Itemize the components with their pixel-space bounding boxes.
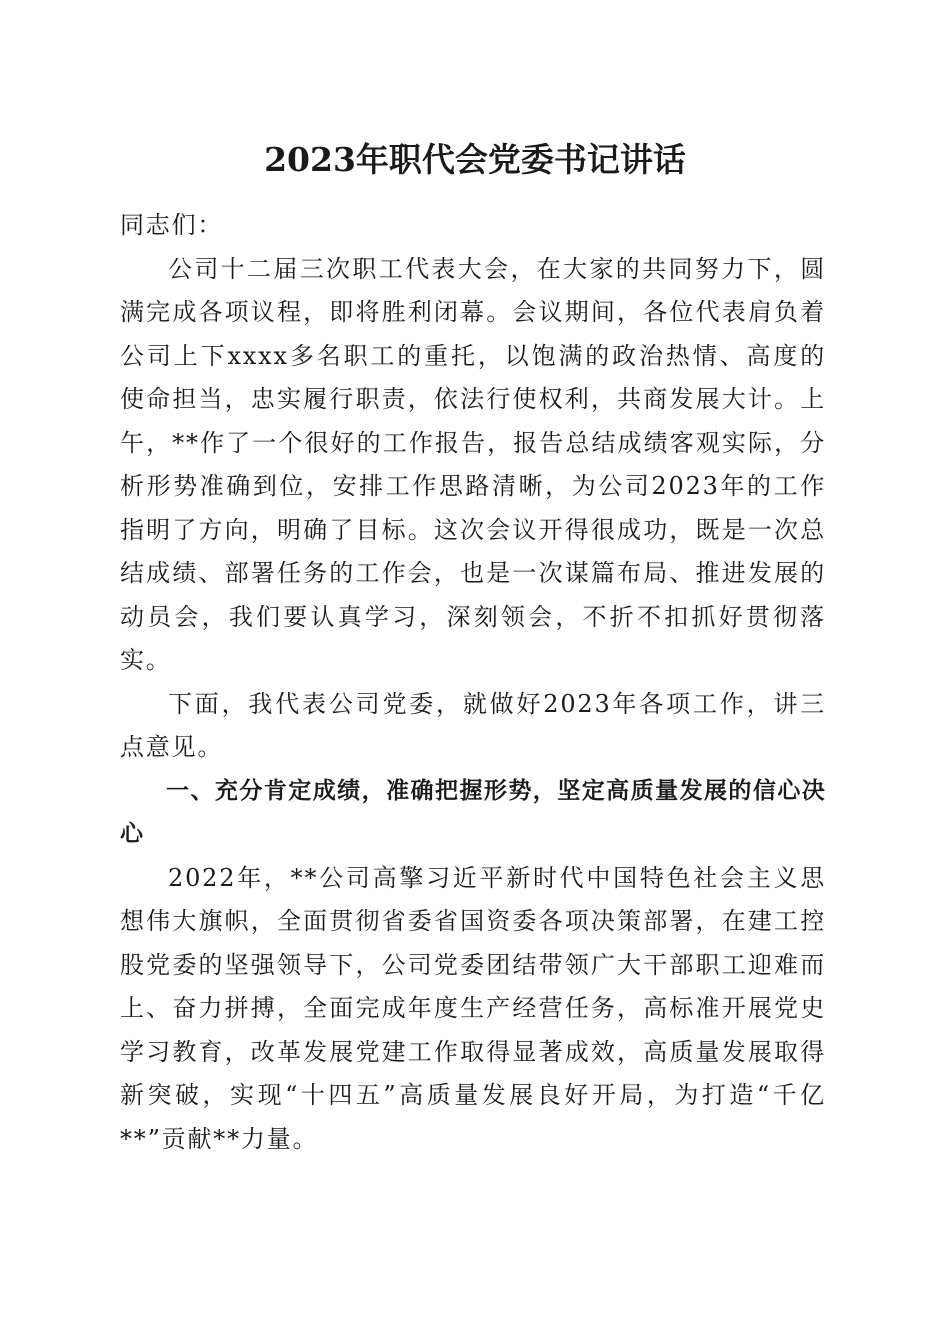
section-heading-1: 一、充分肯定成绩，准确把握形势，坚定高质量发展的信心决心 — [120, 777, 826, 847]
salutation: 同志们： — [120, 211, 224, 239]
paragraph-intro: 下面，我代表公司党委，就做好2023年各项工作，讲三点意见。 — [120, 689, 826, 761]
document-body — [120, 204, 826, 1161]
paragraph-section-1: 2022年，**公司高擎习近平新时代中国特色社会主义思想伟大旗帜，全面贯彻省委省国资委各项决策部署，在建工控股党委的坚强领导下，公司党委团结带领广大干部职工迎难而上、奋力拼搏，全面完成年度生产经营任务，高标准开展党史学习教育，改革发展党建工作取得显著成效，高质量发展取得新突破，实现“十四五”高质量发展良好开局，为打造“千亿**”贡献**力量。 — [120, 863, 826, 1153]
paragraph-opening: 公司十二届三次职工代表大会，在大家的共同努力下，圆满完成各项议程，即将胜利闭幕。会议期间，各位代表肩负着公司上下xxxx多名职工的重托，以饱满的政治热情、高度的使命担当，忠实履行职责，依法行使权利，共商发展大计。上午，**作了一个很好的工作报告，报告总结成绩客观实际，分析形势准确到位，安排工作思路清晰，为公司2023年的工作指明了方向，明确了目标。这次会议开得很成功，既是一次总结成绩、部署任务的工作会，也是一次谋篇布局、推进发展的动员会，我们要认真学习，深刻领会，不折不扣抓好贯彻落实。 — [120, 254, 826, 674]
document-title: 2023年职代会党委书记讲话 — [264, 140, 686, 179]
